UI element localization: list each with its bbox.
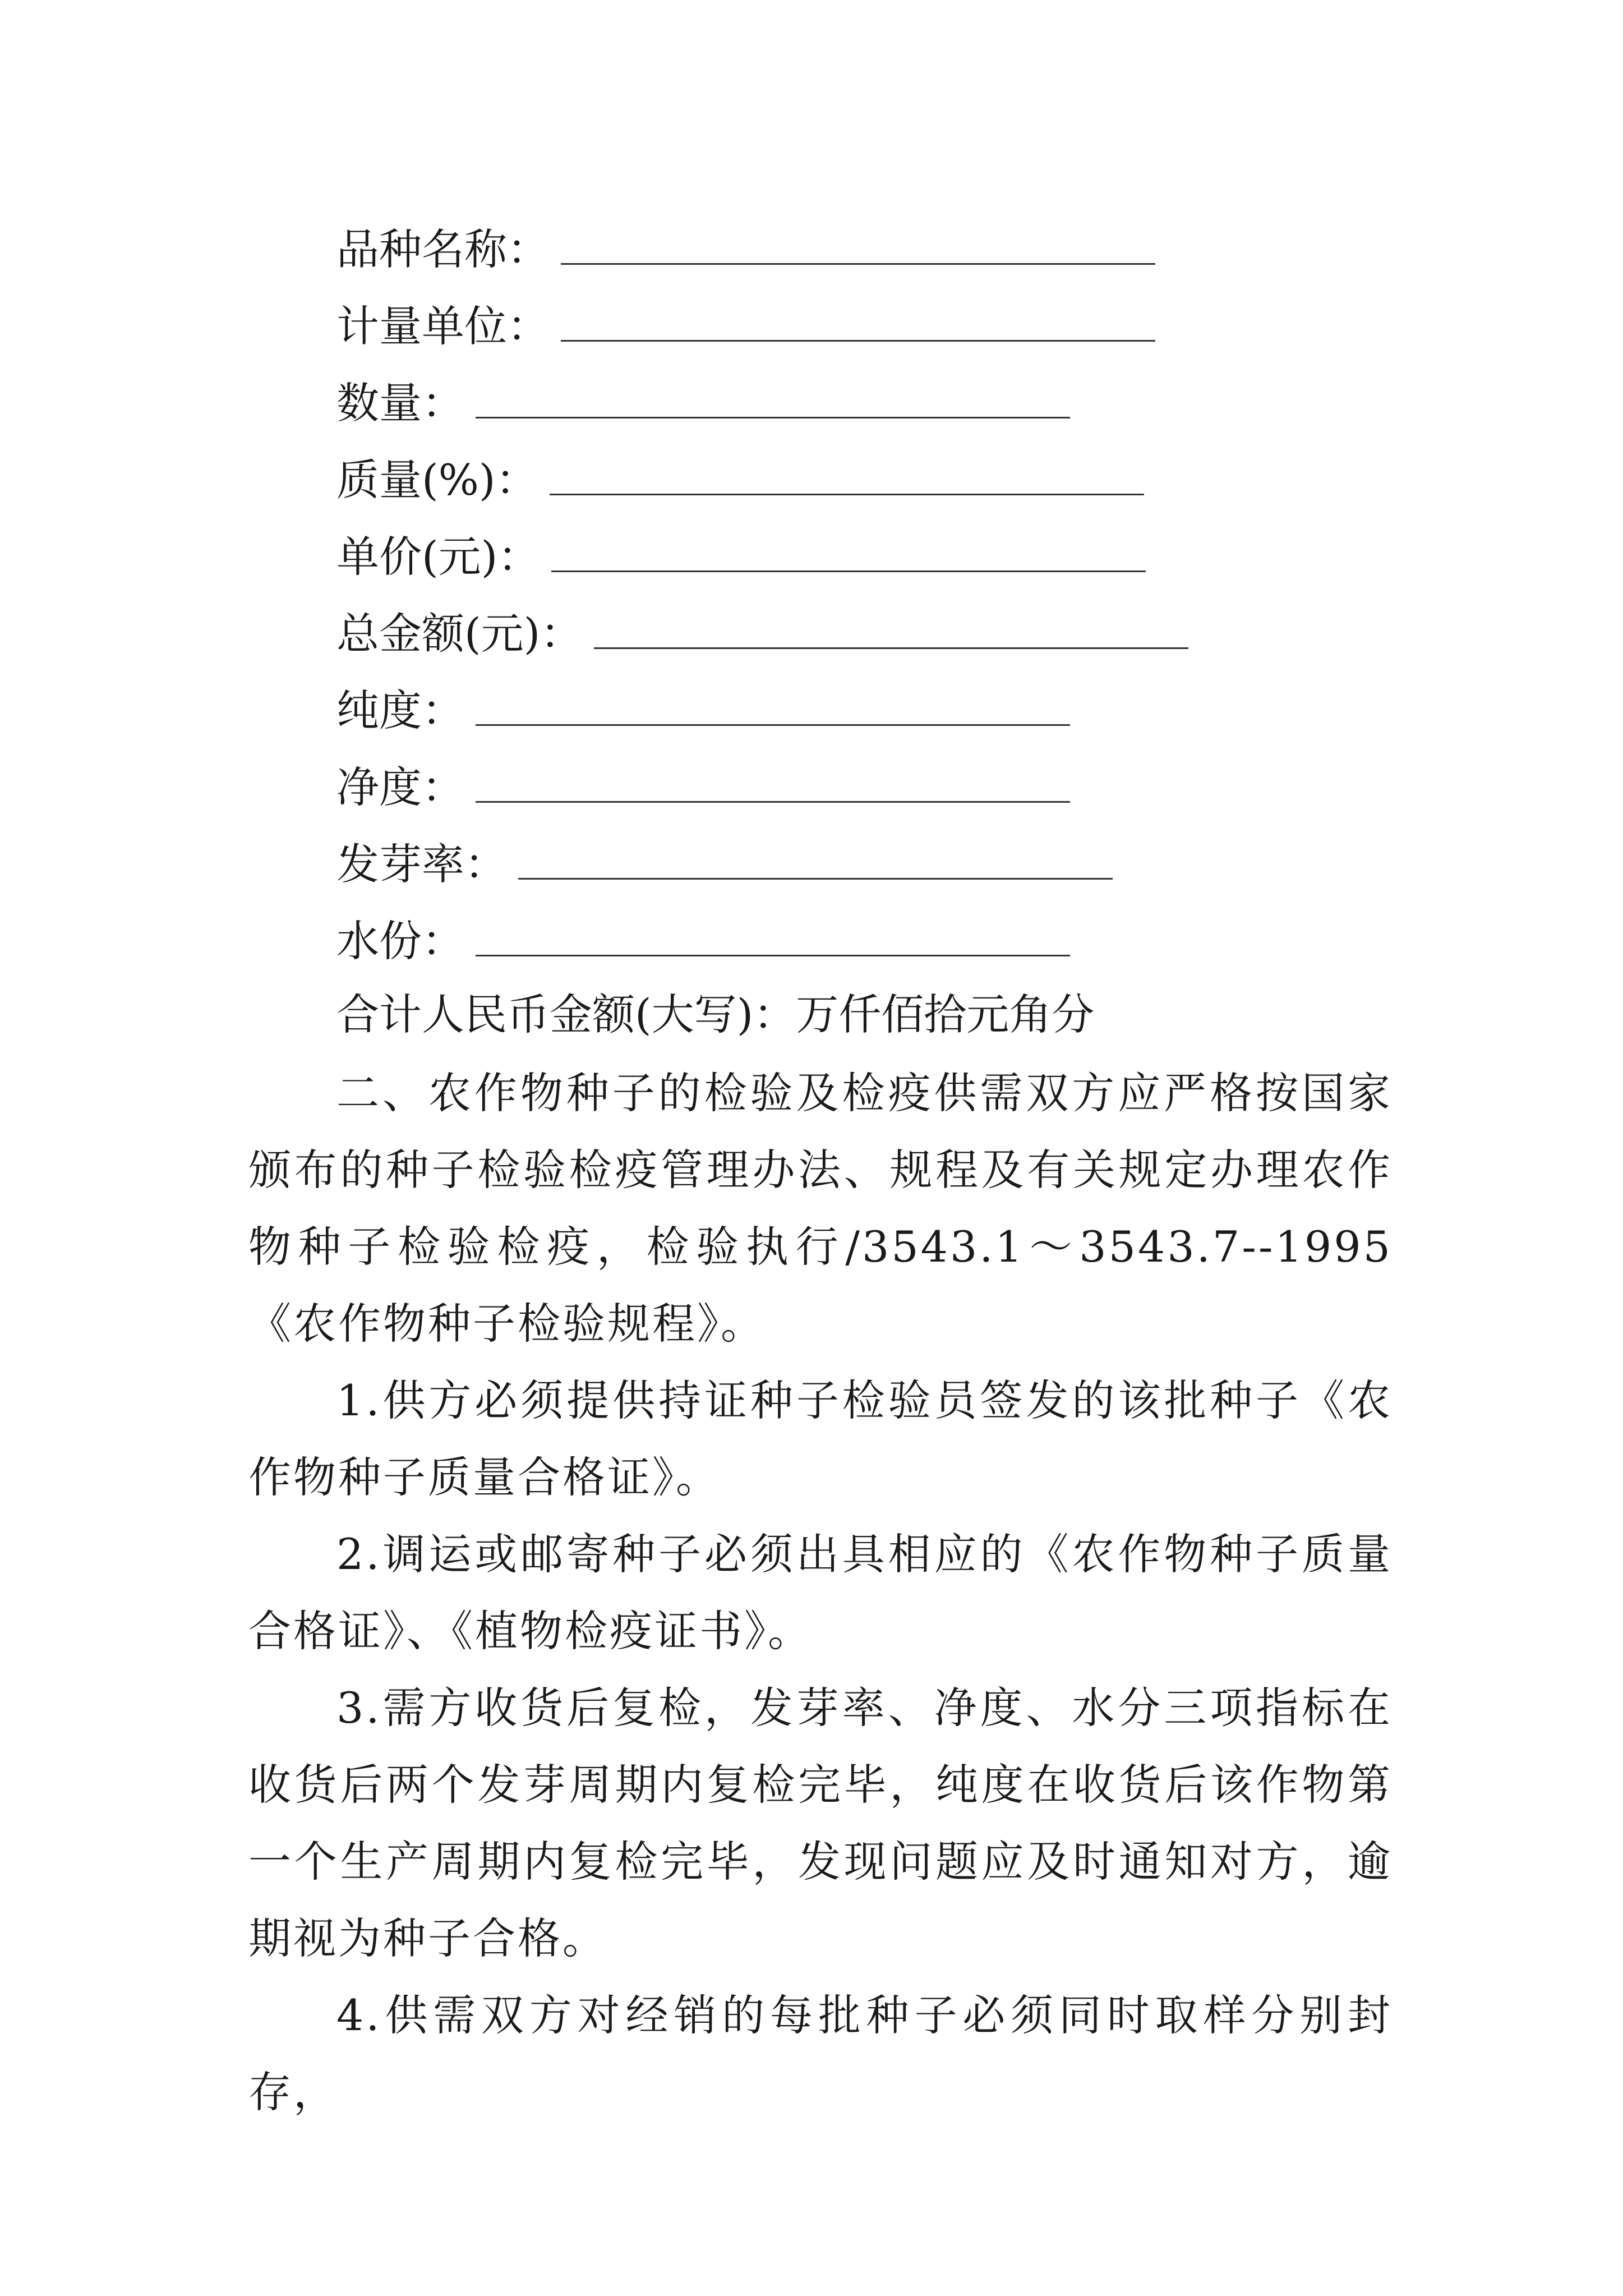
field-unit-price xyxy=(336,515,1188,592)
paragraph-item-3: 3.需方收货后复检，发芽率、净度、水分三项指标在收货后两个发芽周期内复检完毕，纯度在收货后该作物第一个生产周期内复检完毕，发现问题应及时通知对方，逾期视为种子合格。 xyxy=(248,1683,1393,1963)
blank-line xyxy=(550,494,1144,495)
field-label: 发芽率： xyxy=(336,839,507,889)
paragraph-item-4: 4.供需双方对经销的每批种子必须同时取样分别封存， xyxy=(248,1990,1393,2117)
field-purity xyxy=(336,669,1188,746)
field-label: 单价(元)： xyxy=(336,532,541,582)
blank-line xyxy=(476,724,1070,726)
field-unit xyxy=(336,284,1188,361)
paragraph-item-2: 2.调运或邮寄种子必须出具相应的《农作物种子质量合格证》、《植物检疫证书》。 xyxy=(248,1529,1393,1656)
paragraph-inspection: 二、农作物种子的检验及检疫供需双方应严格按国家颁布的种子检验检疫管理办法、规程及有关规定办理农作物种子检验检疫，检验执行/3543.1～3543.7--1995《农作物种子检验规程》。 xyxy=(248,1068,1393,1349)
form-fields xyxy=(336,208,1188,976)
blank-line xyxy=(476,417,1070,418)
blank-line xyxy=(561,263,1155,265)
paragraph-item-1: 1.供方必须提供持证种子检验员签发的该批种子《农作物种子质量合格证》。 xyxy=(248,1375,1393,1502)
blank-line xyxy=(518,878,1113,880)
field-germination-rate xyxy=(336,822,1188,899)
field-label: 水份： xyxy=(336,916,464,966)
field-quality xyxy=(336,438,1188,515)
field-variety-name xyxy=(336,208,1188,284)
field-moisture xyxy=(336,899,1188,976)
body-text xyxy=(248,1055,1393,2131)
field-label: 总金额(元)： xyxy=(336,609,583,659)
field-total-amount xyxy=(336,592,1188,669)
blank-line xyxy=(594,647,1188,649)
blank-line xyxy=(476,801,1070,803)
field-label: 计量单位： xyxy=(336,301,550,351)
field-label: 数量： xyxy=(336,378,464,428)
field-cleanliness xyxy=(336,746,1188,822)
total-amount-line: 合计人民币金额(大写)：万仟佰拾元角分 xyxy=(336,990,1095,1039)
field-label: 品种名称： xyxy=(336,224,550,274)
field-label: 纯度： xyxy=(336,685,464,735)
blank-line xyxy=(551,570,1146,572)
field-quantity xyxy=(336,361,1188,438)
blank-line xyxy=(476,955,1070,956)
field-label: 净度： xyxy=(336,762,464,812)
blank-line xyxy=(561,340,1155,342)
field-label: 质量(%)： xyxy=(336,455,538,505)
